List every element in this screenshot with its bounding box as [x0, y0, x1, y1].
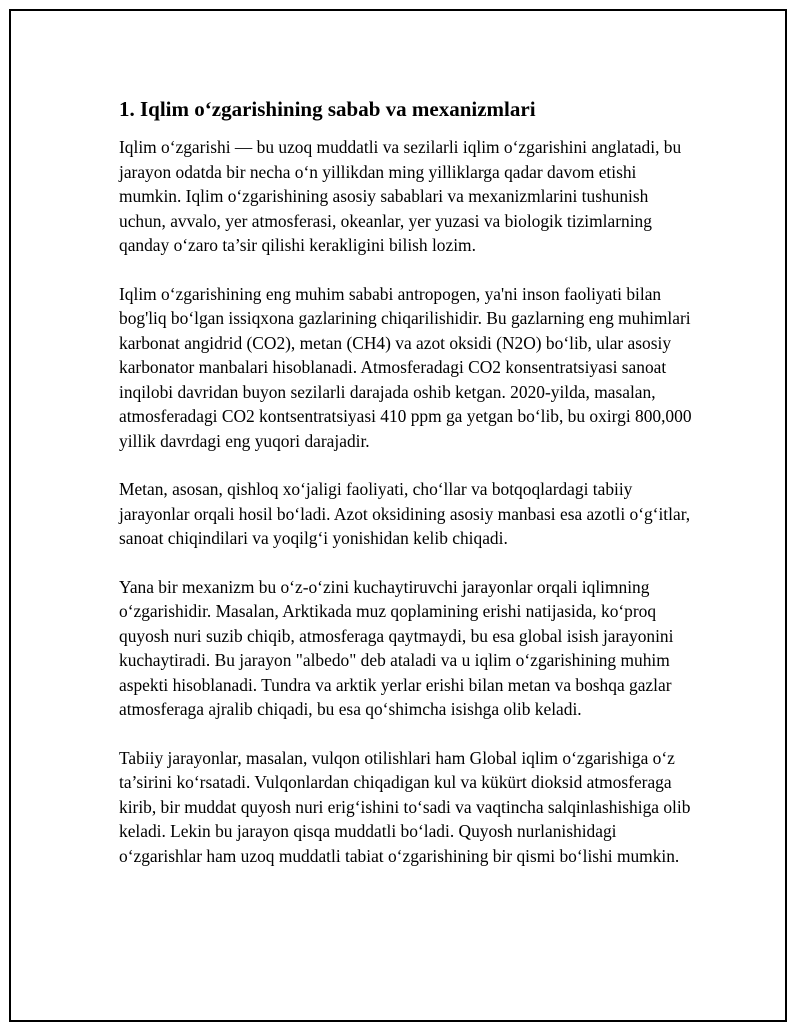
document-body [119, 95, 699, 892]
paragraph-natural-processes: Tabiiy jarayonlar, masalan, vulqon otilishlari ham Global iqlim o‘zgarishiga o‘z ta’sirini ko‘rsatadi. Vulqonlardan chiqadigan kul va kükürt dioksid atmosferaga kirib, bir muddat quyosh nuri erig‘ishini to‘sadi va vaqtincha salqinlashishiga olib keladi. Lekin bu jarayon qisqa muddatli bo‘ladi. Quyosh nurlanishidagi o‘zgarishlar ham uzoq muddatli tabiat o‘zgarishining bir qismi bo‘lishi mumkin. [119, 747, 691, 866]
paragraph-intro: Iqlim o‘zgarishi — bu uzoq muddatli va sezilarli iqlim o‘zgarishini anglatadi, bu jarayon odatda bir necha o‘n yillikdan ming yilliklarga qadar davom etishi mumkin. Iqlim o‘zgarishining asosiy sabablari va mexanizmlarini tushunish uchun, avvalo, yer atmosferasi, okeanlar, yer yuzasi va biologik tizimlarning qanday o‘zaro ta’sir qilishi kerakligini bilish lozim. [119, 137, 682, 255]
paragraph-feedback-mechanisms: Yana bir mexanizm bu o‘z-o‘zini kuchaytiruvchi jarayonlar orqali iqlimning o‘zgarishidir. Masalan, Arktikada muz qoplamining erishi natijasida, ko‘proq quyosh nuri suzib chiqib, atmosferaga qaytmaydi, bu esa global isish jarayonini kuchaytiradi. Bu jarayon "albedo" deb ataladi va u iqlim o‘zgarishining muhim aspekti hisoblanadi. Tundra va arktik yerlar erishi bilan metan va boshqa gazlar atmosferaga ajralib chiqadi, bu esa qo‘shimcha isishga olib keladi. [119, 576, 674, 719]
paragraph-anthropogenic-causes: Iqlim o‘zgarishining eng muhim sababi antropogen, ya'ni inson faoliyati bilan bog'liq bo‘lgan issiqxona gazlarining chiqarilishidir. Bu gazlarning eng muhimlari karbonat angidrid (CO2), metan (CH4) va azot oksidi (N2O) bo‘lib, ular asosiy karbonator manbalari hisoblanadi. Atmosferadagi CO2 konsentratsiyasi sanoat inqilobi davridan buyon sezilarli darajada oshib ketgan. 2020-yilda, masalan, atmosferadagi CO2 kontsentratsiyasi 410 ppm ga yetgan bo‘lib, bu oxirgi 800,000 yillik davrdagi eng yuqori darajadir. [119, 283, 692, 451]
paragraph-methane-nitrous-oxide: Metan, asosan, qishloq xo‘jaligi faoliyati, cho‘llar va botqoqlardagi tabiiy jarayonlar orqali hosil bo‘ladi. Azot oksidining asosiy manbasi esa azotli o‘g‘itlar, sanoat chiqindilari va yoqilg‘i yonishidan kelib chiqadi. [119, 479, 691, 548]
document-page [9, 9, 787, 1022]
section-heading: 1. Iqlim o‘zgarishining sabab va mexanizmlari [119, 97, 536, 121]
